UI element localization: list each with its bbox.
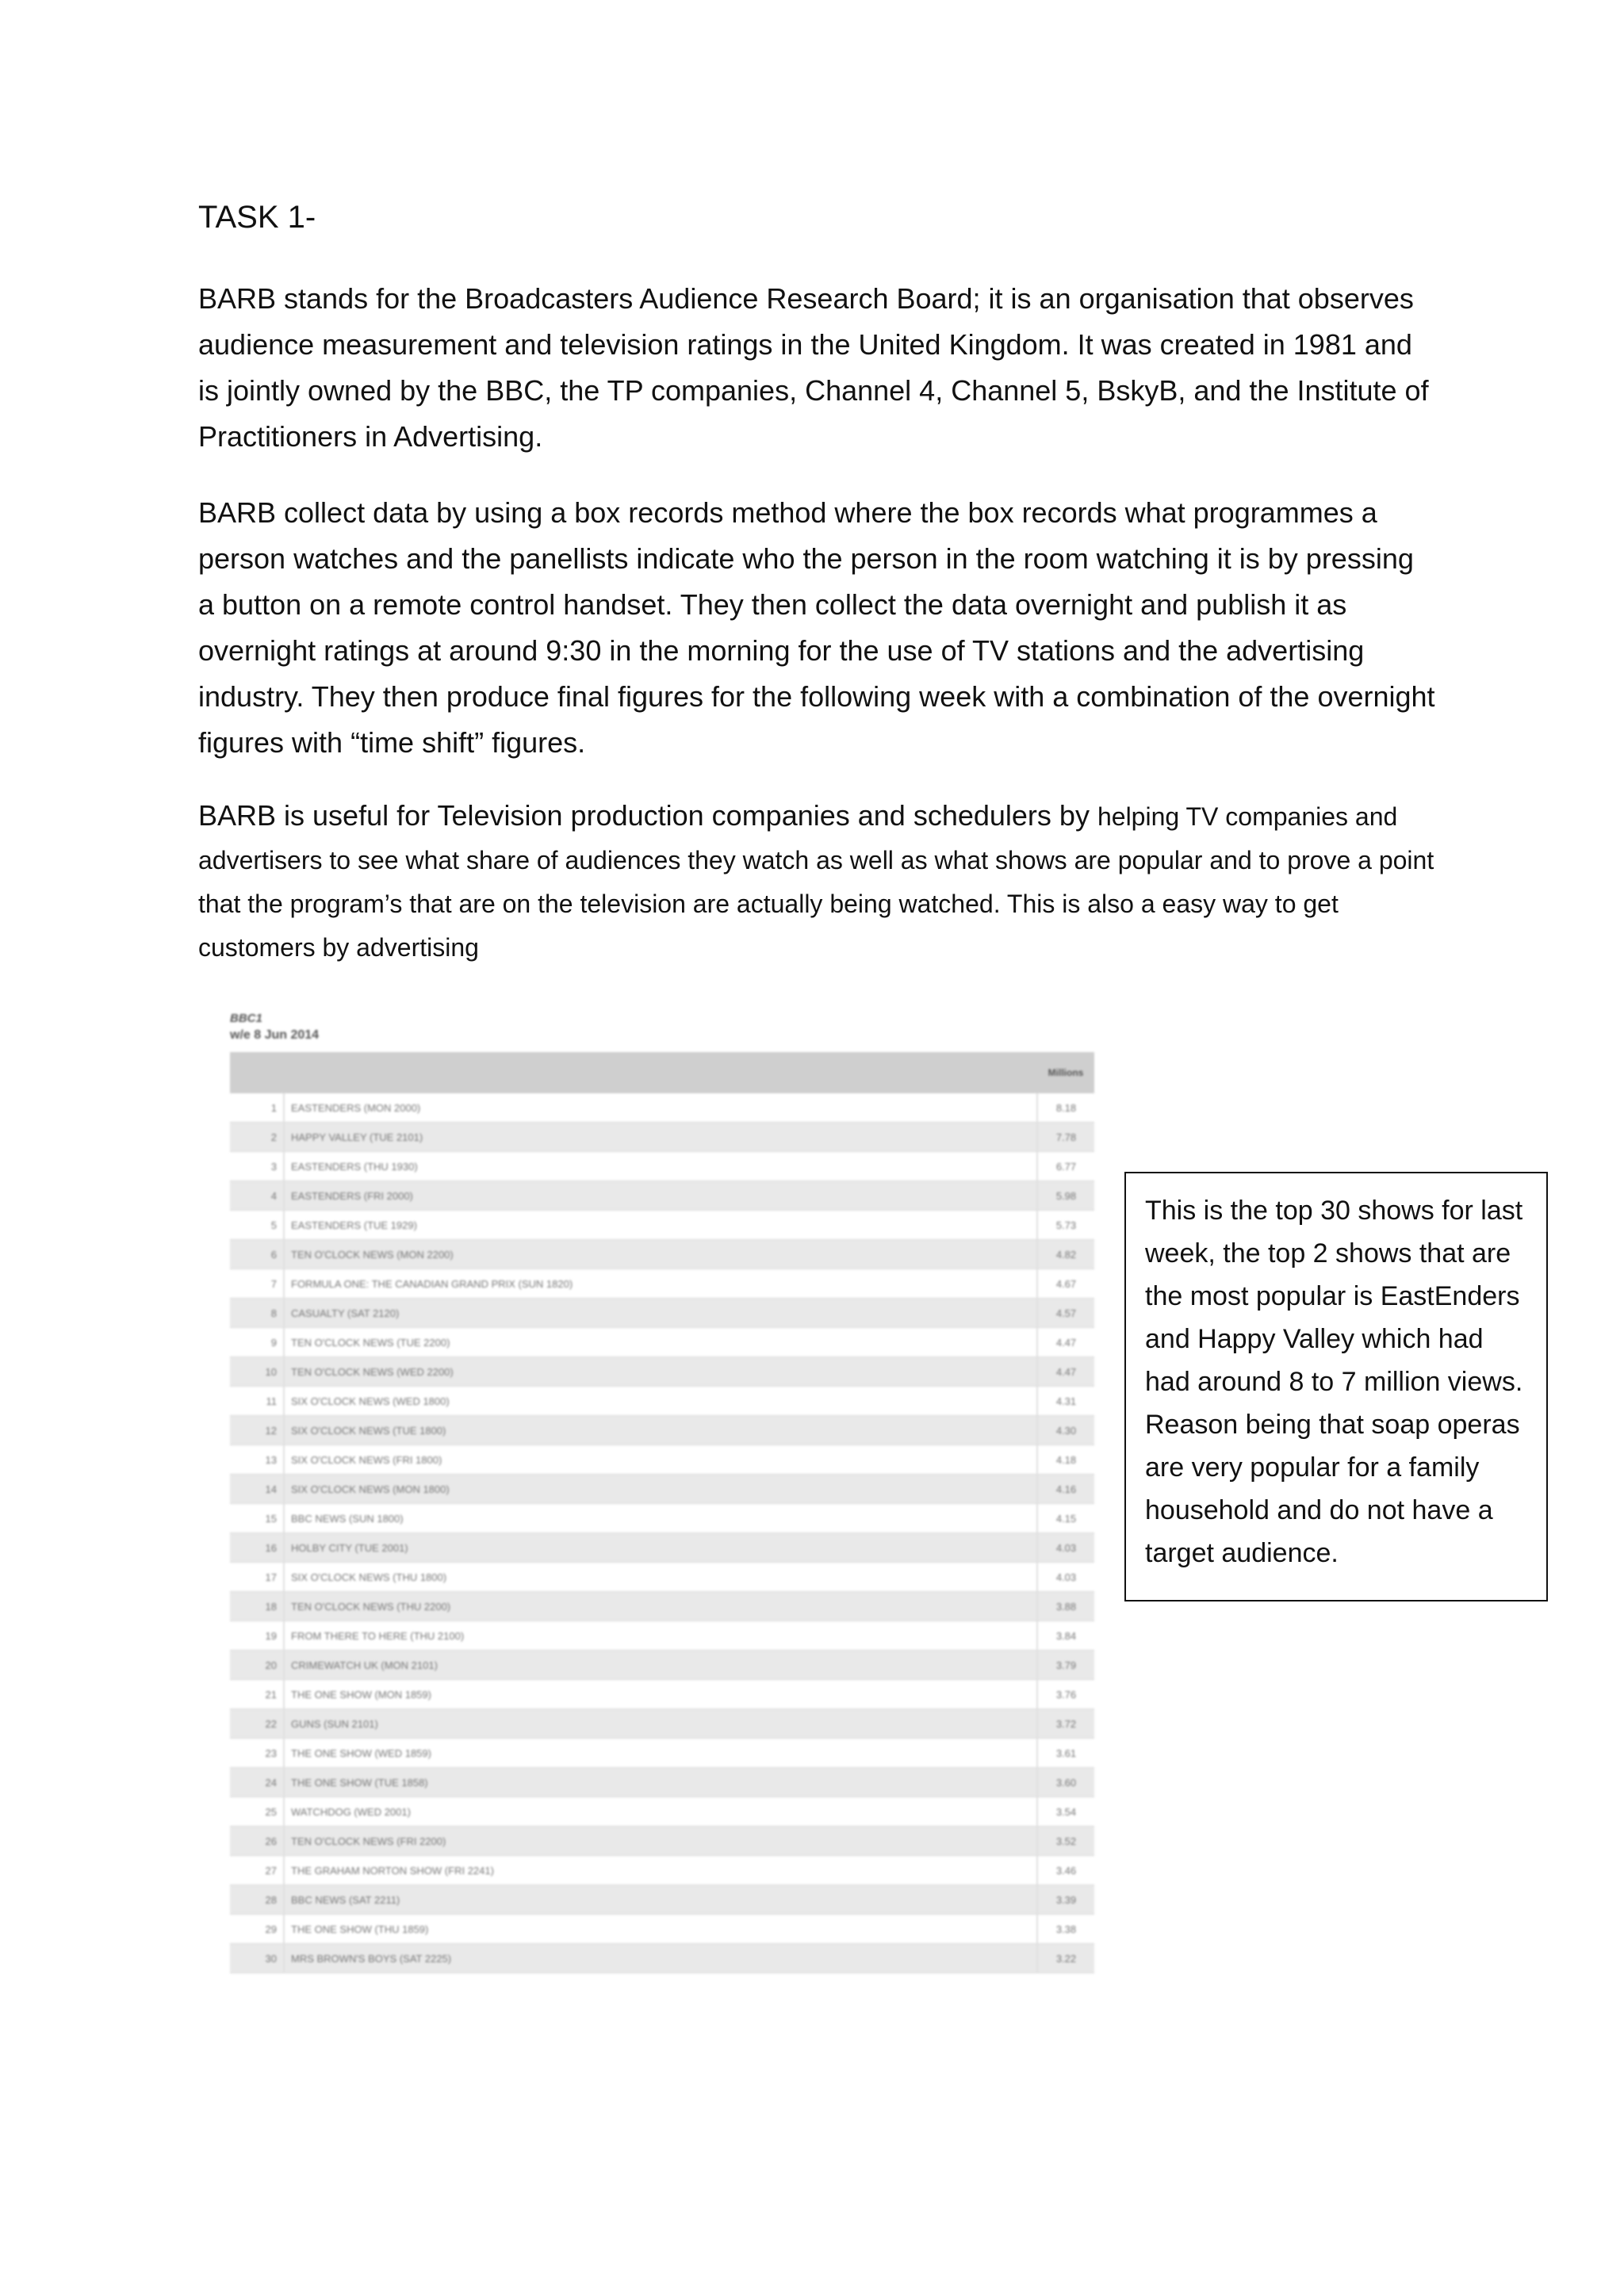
row-programme: FROM THERE TO HERE (THU 2100) <box>284 1621 1037 1651</box>
row-value: 3.72 <box>1037 1709 1094 1739</box>
row-rank: 29 <box>230 1915 284 1944</box>
row-rank: 6 <box>230 1240 284 1269</box>
table-row <box>230 1328 1094 1357</box>
table-row <box>230 1885 1094 1915</box>
row-rank: 1 <box>230 1093 284 1123</box>
row-value: 4.16 <box>1037 1475 1094 1504</box>
row-value: 3.54 <box>1037 1797 1094 1827</box>
row-value: 3.84 <box>1037 1621 1094 1651</box>
table-row <box>230 1915 1094 1944</box>
ratings-body <box>230 1093 1094 1973</box>
row-programme: BBC NEWS (SAT 2211) <box>284 1885 1037 1915</box>
ratings-header-rank <box>230 1052 284 1093</box>
table-row <box>230 1093 1094 1123</box>
row-programme: CRIMEWATCH UK (MON 2101) <box>284 1651 1037 1680</box>
row-programme: SIX O'CLOCK NEWS (THU 1800) <box>284 1563 1037 1592</box>
row-programme: TEN O'CLOCK NEWS (WED 2200) <box>284 1357 1037 1387</box>
row-programme: CASUALTY (SAT 2120) <box>284 1299 1037 1328</box>
row-value: 4.15 <box>1037 1504 1094 1533</box>
row-value: 5.73 <box>1037 1211 1094 1240</box>
row-value: 4.82 <box>1037 1240 1094 1269</box>
table-row <box>230 1211 1094 1240</box>
row-programme: BBC NEWS (SUN 1800) <box>284 1504 1037 1533</box>
row-programme: THE ONE SHOW (WED 1859) <box>284 1739 1037 1768</box>
table-row <box>230 1152 1094 1181</box>
table-row <box>230 1357 1094 1387</box>
row-value: 3.79 <box>1037 1651 1094 1680</box>
table-row <box>230 1621 1094 1651</box>
row-value: 3.61 <box>1037 1739 1094 1768</box>
row-rank: 30 <box>230 1944 284 1973</box>
page-title: TASK 1- <box>198 200 316 235</box>
row-programme: EASTENDERS (THU 1930) <box>284 1152 1037 1181</box>
row-rank: 12 <box>230 1416 284 1445</box>
row-value: 4.47 <box>1037 1328 1094 1357</box>
row-value: 4.67 <box>1037 1269 1094 1299</box>
row-rank: 8 <box>230 1299 284 1328</box>
row-programme: WATCHDOG (WED 2001) <box>284 1797 1037 1827</box>
table-row <box>230 1797 1094 1827</box>
row-rank: 21 <box>230 1680 284 1709</box>
paragraph-usefulness <box>198 794 1435 969</box>
row-rank: 28 <box>230 1885 284 1915</box>
table-row <box>230 1592 1094 1621</box>
row-value: 3.88 <box>1037 1592 1094 1621</box>
table-row <box>230 1533 1094 1563</box>
row-value: 3.22 <box>1037 1944 1094 1973</box>
row-value: 5.98 <box>1037 1181 1094 1211</box>
ratings-channel: BBC1 <box>230 1012 262 1025</box>
row-programme: GUNS (SUN 2101) <box>284 1709 1037 1739</box>
row-rank: 22 <box>230 1709 284 1739</box>
row-programme: TEN O'CLOCK NEWS (TUE 2200) <box>284 1328 1037 1357</box>
row-value: 4.18 <box>1037 1445 1094 1475</box>
row-rank: 16 <box>230 1533 284 1563</box>
row-rank: 11 <box>230 1387 284 1416</box>
paragraph-data-collection: BARB collect data by using a box records method where the box records what programmes a person watches and the panellists indicate who the person in the room watching it is by pressing a button on a remote control handset. They then collect the data overnight and publish it as overnight ratings at around 9:30 in the morning for the use of TV stations and the advertising industry. They then produce final figures for the following week with a combination of the overnight figures with “time shift” figures. <box>198 496 1435 759</box>
row-programme: SIX O'CLOCK NEWS (MON 1800) <box>284 1475 1037 1504</box>
table-row <box>230 1123 1094 1152</box>
row-programme: EASTENDERS (FRI 2000) <box>284 1181 1037 1211</box>
row-value: 4.03 <box>1037 1563 1094 1592</box>
ratings-table-image <box>230 1011 1094 1973</box>
paragraph-barb-definition: BARB stands for the Broadcasters Audience Research Board; it is an organisation that observes audience measurement and television ratings in the United Kingdom. It was created in 1981 and is jointly owned by the BBC, the TP companies, Channel 4, Channel 5, BskyB, and the Institute of Practitioners in Advertising. <box>198 282 1429 453</box>
row-rank: 27 <box>230 1856 284 1885</box>
row-programme: THE GRAHAM NORTON SHOW (FRI 2241) <box>284 1856 1037 1885</box>
row-rank: 25 <box>230 1797 284 1827</box>
row-value: 4.03 <box>1037 1533 1094 1563</box>
table-row <box>230 1269 1094 1299</box>
row-value: 7.78 <box>1037 1123 1094 1152</box>
row-rank: 20 <box>230 1651 284 1680</box>
row-rank: 4 <box>230 1181 284 1211</box>
row-rank: 19 <box>230 1621 284 1651</box>
ratings-header-value: Millions <box>1037 1052 1094 1093</box>
row-rank: 17 <box>230 1563 284 1592</box>
row-programme: EASTENDERS (MON 2000) <box>284 1093 1037 1123</box>
table-row <box>230 1445 1094 1475</box>
row-value: 4.47 <box>1037 1357 1094 1387</box>
row-programme: SIX O'CLOCK NEWS (FRI 1800) <box>284 1445 1037 1475</box>
row-rank: 23 <box>230 1739 284 1768</box>
row-value: 3.60 <box>1037 1768 1094 1797</box>
table-row <box>230 1475 1094 1504</box>
table-row <box>230 1651 1094 1680</box>
row-rank: 15 <box>230 1504 284 1533</box>
table-row <box>230 1739 1094 1768</box>
row-programme: THE ONE SHOW (THU 1859) <box>284 1915 1037 1944</box>
row-programme: THE ONE SHOW (MON 1859) <box>284 1680 1037 1709</box>
row-programme: HAPPY VALLEY (TUE 2101) <box>284 1123 1037 1152</box>
table-row <box>230 1387 1094 1416</box>
row-rank: 9 <box>230 1328 284 1357</box>
table-row <box>230 1240 1094 1269</box>
row-value: 4.30 <box>1037 1416 1094 1445</box>
ratings-week: w/e 8 Jun 2014 <box>230 1028 320 1042</box>
row-programme: SIX O'CLOCK NEWS (WED 1800) <box>284 1387 1037 1416</box>
row-rank: 26 <box>230 1827 284 1856</box>
table-row <box>230 1680 1094 1709</box>
row-programme: HOLBY CITY (TUE 2001) <box>284 1533 1037 1563</box>
table-row <box>230 1299 1094 1328</box>
row-programme: THE ONE SHOW (TUE 1858) <box>284 1768 1037 1797</box>
row-value: 8.18 <box>1037 1093 1094 1123</box>
table-row <box>230 1856 1094 1885</box>
note-text-box: This is the top 30 shows for last week, the top 2 shows that are the most popular is EastEnders and Happy Valley which had had around 8 to 7 million views. Reason being that soap operas are very popular for a family household and do not have a target audience. <box>1124 1172 1548 1601</box>
row-rank: 7 <box>230 1269 284 1299</box>
paragraph-usefulness-lead: BARB is useful for Television production companies and schedulers by <box>198 799 1090 832</box>
row-rank: 2 <box>230 1123 284 1152</box>
row-programme: TEN O'CLOCK NEWS (THU 2200) <box>284 1592 1037 1621</box>
table-row <box>230 1768 1094 1797</box>
ratings-header-row <box>230 1052 1094 1093</box>
row-rank: 18 <box>230 1592 284 1621</box>
ratings-header-programme <box>284 1052 1037 1093</box>
row-value: 3.76 <box>1037 1680 1094 1709</box>
row-programme: MRS BROWN'S BOYS (SAT 2225) <box>284 1944 1037 1973</box>
row-programme: FORMULA ONE: THE CANADIAN GRAND PRIX (SUN 1820) <box>284 1269 1037 1299</box>
row-programme: SIX O'CLOCK NEWS (TUE 1800) <box>284 1416 1037 1445</box>
table-row <box>230 1504 1094 1533</box>
ratings-table <box>230 1052 1094 1973</box>
table-row <box>230 1181 1094 1211</box>
row-rank: 14 <box>230 1475 284 1504</box>
table-row <box>230 1709 1094 1739</box>
row-programme: TEN O'CLOCK NEWS (MON 2200) <box>284 1240 1037 1269</box>
row-value: 4.57 <box>1037 1299 1094 1328</box>
row-value: 4.31 <box>1037 1387 1094 1416</box>
row-programme: TEN O'CLOCK NEWS (FRI 2200) <box>284 1827 1037 1856</box>
paragraph-usefulness-rest: helping TV companies and advertisers to see what share of audiences they watch as well as what shows are popular and to prove a point that the program’s that are on the television are actually being watched. This is also a easy way to get customers by advertising <box>198 802 1434 962</box>
row-value: 3.38 <box>1037 1915 1094 1944</box>
table-row <box>230 1827 1094 1856</box>
table-row <box>230 1416 1094 1445</box>
row-value: 6.77 <box>1037 1152 1094 1181</box>
table-row <box>230 1563 1094 1592</box>
row-programme: EASTENDERS (TUE 1929) <box>284 1211 1037 1240</box>
row-value: 3.46 <box>1037 1856 1094 1885</box>
row-value: 3.52 <box>1037 1827 1094 1856</box>
row-value: 3.39 <box>1037 1885 1094 1915</box>
table-row <box>230 1944 1094 1973</box>
row-rank: 3 <box>230 1152 284 1181</box>
row-rank: 13 <box>230 1445 284 1475</box>
row-rank: 10 <box>230 1357 284 1387</box>
row-rank: 24 <box>230 1768 284 1797</box>
row-rank: 5 <box>230 1211 284 1240</box>
